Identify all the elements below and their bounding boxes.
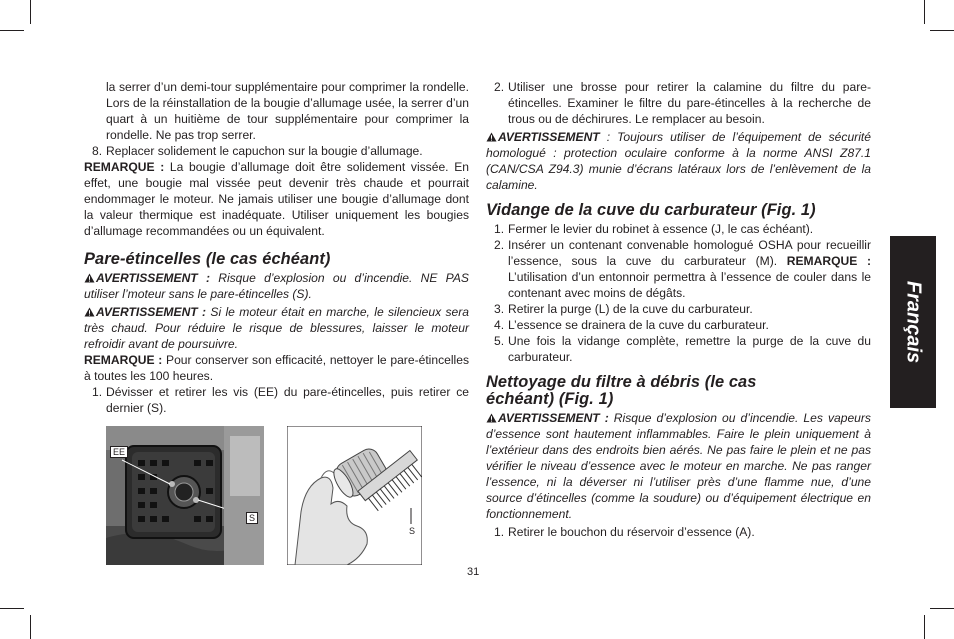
list-item <box>486 237 871 301</box>
step-text: Fermer le levier du robinet à essence (J, le cas échéant). <box>508 221 814 236</box>
warning-text: Risque d’explosion ou d’incendie. Les vapeurs d’essence sont hautement inflammables. Faire le plein uniquement à l’extérieur dans des endroits bien aérés. Ne pas faire le plein et ne pas vérifier le niveau d’essence avec le moteur en marche. Ne pas ranger l’essence, ni la déverser ni l’utiliser près d’une flamme nue, d’une source d’étincelles (comme la soudure) ou d’équipement électrique en fonctionnement. <box>486 410 871 521</box>
step-number: 8. <box>92 144 103 158</box>
list-item <box>486 524 871 540</box>
step-number: 5. <box>494 333 505 348</box>
remark-label: REMARQUE : <box>84 160 165 174</box>
muffler-illustration <box>106 426 264 565</box>
figure-brushing-arrester <box>287 426 422 565</box>
warning-text: : Toujours utiliser de l’équipement de sécurité homologué : protection oculaire conforme à la norme ANSI Z87.1 (CAN/CSA Z94.3) munie d’écrans latéraux lors de l’enlèvement de la calamine. <box>486 130 871 192</box>
step-text: Insérer un contenant convenable homologué OSHA pour recueillir l’essence, sous la cuve du carburateur (M). <box>508 237 871 268</box>
warning-paragraph <box>486 129 871 193</box>
crop-mark <box>924 0 925 24</box>
step-text: Une fois la vidange complète, remettre la purge de la cuve du carburateur. <box>508 333 871 364</box>
step-1 <box>84 384 469 416</box>
warning-icon <box>84 273 95 283</box>
language-tab <box>890 236 936 408</box>
list-item <box>486 333 871 365</box>
step-number: 1. <box>494 524 505 539</box>
right-column <box>486 79 871 540</box>
figures <box>84 426 469 569</box>
step-number: 2. <box>494 237 505 252</box>
crop-mark <box>30 0 31 24</box>
warning-label: AVERTISSEMENT : <box>96 270 210 285</box>
warning-icon <box>84 307 95 317</box>
continued-text: la serrer d’un demi-tour supplémentaire pour comprimer la rondelle. Lors de la réinstallation de la bougie d’allumage usée, la serrer d’un quart à un huitième de tour supplémentaire pour comprimer la rondelle. Ne pas trop serrer. <box>106 80 469 142</box>
remark-paragraph <box>84 352 469 384</box>
step-text: Retirer le bouchon du réservoir d’essence (A). <box>508 524 755 539</box>
list-item <box>486 301 871 317</box>
carburetor-steps <box>486 221 871 365</box>
section-heading: Pare-étincelles (le cas échéant) <box>84 250 331 268</box>
list-item <box>486 221 871 237</box>
crop-mark <box>0 608 24 609</box>
warning-label: AVERTISSEMENT : <box>96 304 207 319</box>
step-text: L’essence se drainera de la cuve du carburateur. <box>508 317 769 332</box>
crop-mark <box>924 615 925 639</box>
page-number: 31 <box>467 566 480 578</box>
left-column <box>84 79 469 569</box>
figure-label-ee: EE <box>110 446 128 458</box>
crop-mark <box>0 30 24 31</box>
figure-label-s: S <box>246 512 258 524</box>
step-number: 1. <box>494 221 505 236</box>
remark-text: Pour conserver son efficacité, nettoyer le pare-étincelles à toutes les 100 heures. <box>84 352 470 383</box>
list-item <box>486 317 871 333</box>
step-text: Utiliser une brosse pour retirer la calamine du filtre du pare-étincelles. Examiner le filtre du pare-étincelles à la recherche de trous ou de déchirures. Le remplacer au besoin. <box>508 80 871 126</box>
warning-text: Risque d’explosion ou d’incendie. NE PAS utiliser l’moteur sans le pare-étincelles (S). <box>84 270 469 301</box>
step-text: Dévisser et retirer les vis (EE) du pare-étincelles, puis retirer ce dernier (S). <box>106 384 469 415</box>
remark-paragraph <box>84 159 469 239</box>
warning-label: AVERTISSEMENT <box>498 130 600 144</box>
step-number: 2. <box>494 80 505 94</box>
step-text: Replacer solidement le capuchon sur la bougie d’allumage. <box>106 144 423 158</box>
crop-mark <box>930 30 954 31</box>
warning-paragraph <box>84 304 469 352</box>
step-text-tail: L’utilisation d’un entonnoir permettra à l’essence de couler dans le contenant avec moins de dégâts. <box>508 269 871 300</box>
remark-label: REMARQUE : <box>786 253 871 268</box>
step-8 <box>84 143 469 159</box>
step-number: 3. <box>494 301 505 316</box>
step-text: Retirer la purge (L) de la cuve du carburateur. <box>508 301 753 316</box>
crop-mark <box>930 608 954 609</box>
warning-paragraph <box>84 270 469 302</box>
section-heading-debris-filter: Nettoyage du filtre à débris (le cas échéant) (Fig. 1) <box>486 372 757 408</box>
warning-icon <box>486 413 497 423</box>
figure-spark-arrester-muffler <box>106 426 264 565</box>
language-tab-label: Français <box>902 280 925 364</box>
warning-label: AVERTISSEMENT : <box>498 410 609 425</box>
warning-icon <box>486 132 497 142</box>
figure-label-s: S <box>409 525 416 536</box>
brush-illustration <box>287 426 422 565</box>
step-2 <box>486 79 871 127</box>
crop-mark <box>30 615 31 639</box>
section-heading-carburetor: Vidange de la cuve du carburateur (Fig. 1) <box>486 201 816 219</box>
remark-label: REMARQUE : <box>84 352 163 367</box>
warning-paragraph <box>486 410 871 522</box>
remark-text: La bougie d’allumage doit être solidement vissée. En effet, une bougie mal vissée peut devenir très chaude et pourrait endommager le moteur. Ne jamais utiliser une bougie d’allumage dont la valeur thermique est inadéquate. Utiliser uniquement les bougies d’allumage recommandées ou un équivalent. <box>84 160 469 238</box>
step-number: 1. <box>92 384 103 399</box>
warning-text: Si le moteur était en marche, le silencieux sera très chaud. Pour réduire le risque de blessures, laisser le moteur refroidir avant de poursuivre. <box>84 304 469 351</box>
step-number: 4. <box>494 317 505 332</box>
